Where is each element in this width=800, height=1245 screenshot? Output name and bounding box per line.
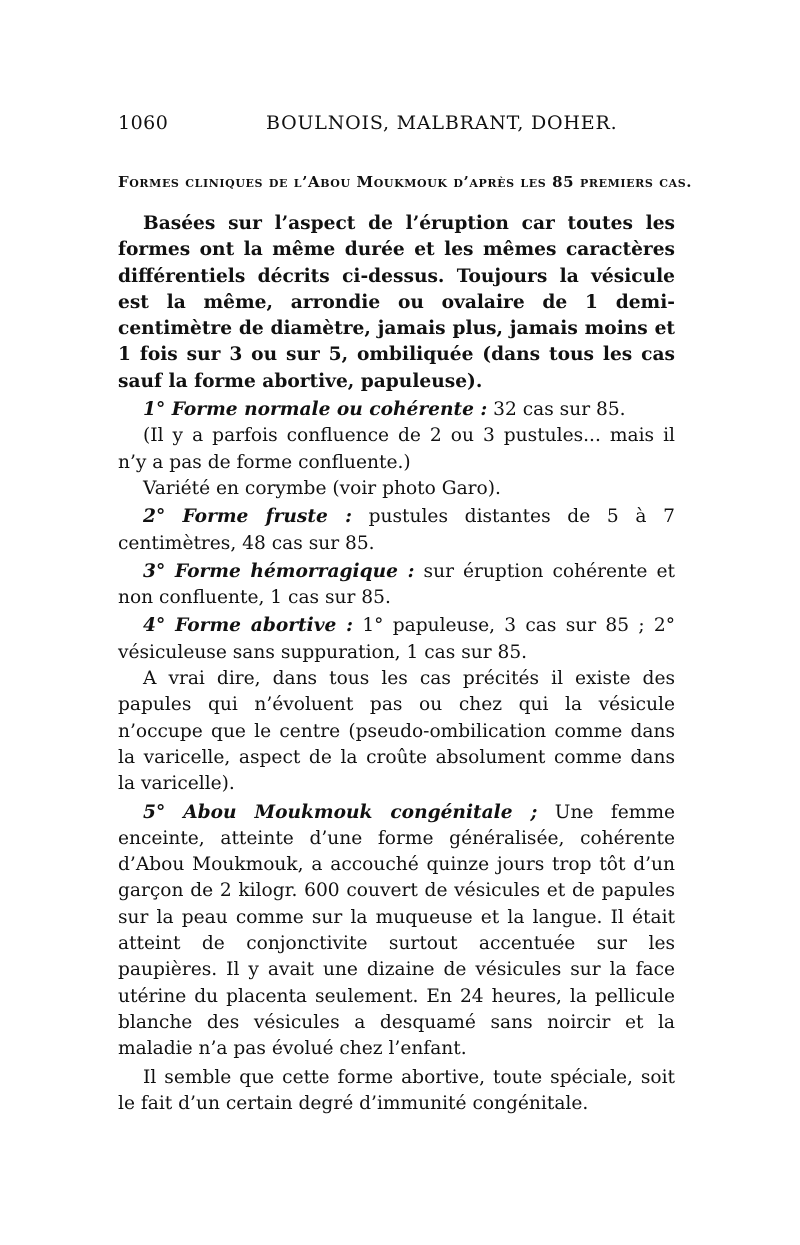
form3-paragraph — [118, 559, 675, 612]
conclusion-paragraph: Il semble que cette forme abortive, toute spéciale, soit le fait d’un certain degré d’immunité congénitale. — [118, 1066, 675, 1114]
form1-text: 32 cas sur 85. — [487, 399, 626, 421]
body-text — [118, 211, 675, 1119]
form3-text: sur éruption cohérente et non confluente, 1 cas sur 85. — [118, 560, 676, 609]
running-head — [118, 112, 678, 144]
form4-text: 1° papuleuse, 3 cas sur 85 ; 2° vésiculeuse sans suppuration, 1 cas sur 85. — [118, 615, 675, 663]
form1-paragraph — [118, 397, 675, 423]
form1-note: (Il y a parfois confluence de 2 ou 3 pustules... mais il n’y a pas de forme confluente.) — [118, 425, 675, 473]
form1-variant: Variété en corymbe (voir photo Garo). — [143, 477, 501, 499]
form1-label: 1° Forme normale ou cohérente : — [143, 399, 488, 421]
form2-paragraph — [118, 504, 675, 557]
page-number: 1060 — [118, 112, 169, 134]
running-head-authors: BOULNOIS, MALBRANT, DOHER. — [266, 112, 618, 134]
form5-text: Une femme enceinte, atteinte d’une forme généralisée, cohérente d’Abou Moukmouk, a accouché quinze jours trop tôt d’un garçon de 2 kilogr. 600 couvert de vésicules et de papules sur la peau comme sur la muqueuse et la langue. Il était atteint de conjonctivite surtout accentuée sur les paupières. Il y avait une dizaine de vésicules sur la face utérine du placenta seulement. En 24 heures, la pellicule blanche des vésicules a desquamé sans noircir et la maladie n’a pas évolué chez l’enfant. — [118, 801, 676, 1060]
form3-label: 3° Forme hémorragique : — [143, 560, 415, 582]
form2-text: pustules distantes de 5 à 7 centimètres, 48 cas sur 85. — [118, 506, 675, 554]
form2-label: 2° Forme fruste : — [143, 506, 352, 528]
intro-paragraph: Basées sur l’aspect de l’éruption car toutes les formes ont la même durée et les mêmes caractères différentiels décrits ci-dessus. Toujours la vésicule est la même, arrondie ou ovalaire de 1 demi-centimètre de diamètre, jamais plus, jamais moins et 1 fois sur 3 ou sur 5, ombiliquée (dans tous les cas sauf la forme abortive, papuleuse). — [118, 213, 675, 392]
form5-label: 5° Abou Moukmouk congénitale ; — [143, 801, 538, 823]
form4-label: 4° Forme abortive : — [143, 615, 354, 637]
form5-paragraph — [118, 800, 675, 1063]
form4-paragraph — [118, 613, 675, 666]
section-heading: Formes cliniques de l’Abou Moukmouk d’après les 85 premiers cas. — [118, 173, 693, 191]
form4-comment: A vrai dire, dans tous les cas précités il existe des papules qui n’évoluent pas ou chez qui la vésicule n’occupe que le centre (pseudo-ombilication comme dans la varicelle, aspect de la croûte absolument comme dans la varicelle). — [118, 668, 675, 795]
